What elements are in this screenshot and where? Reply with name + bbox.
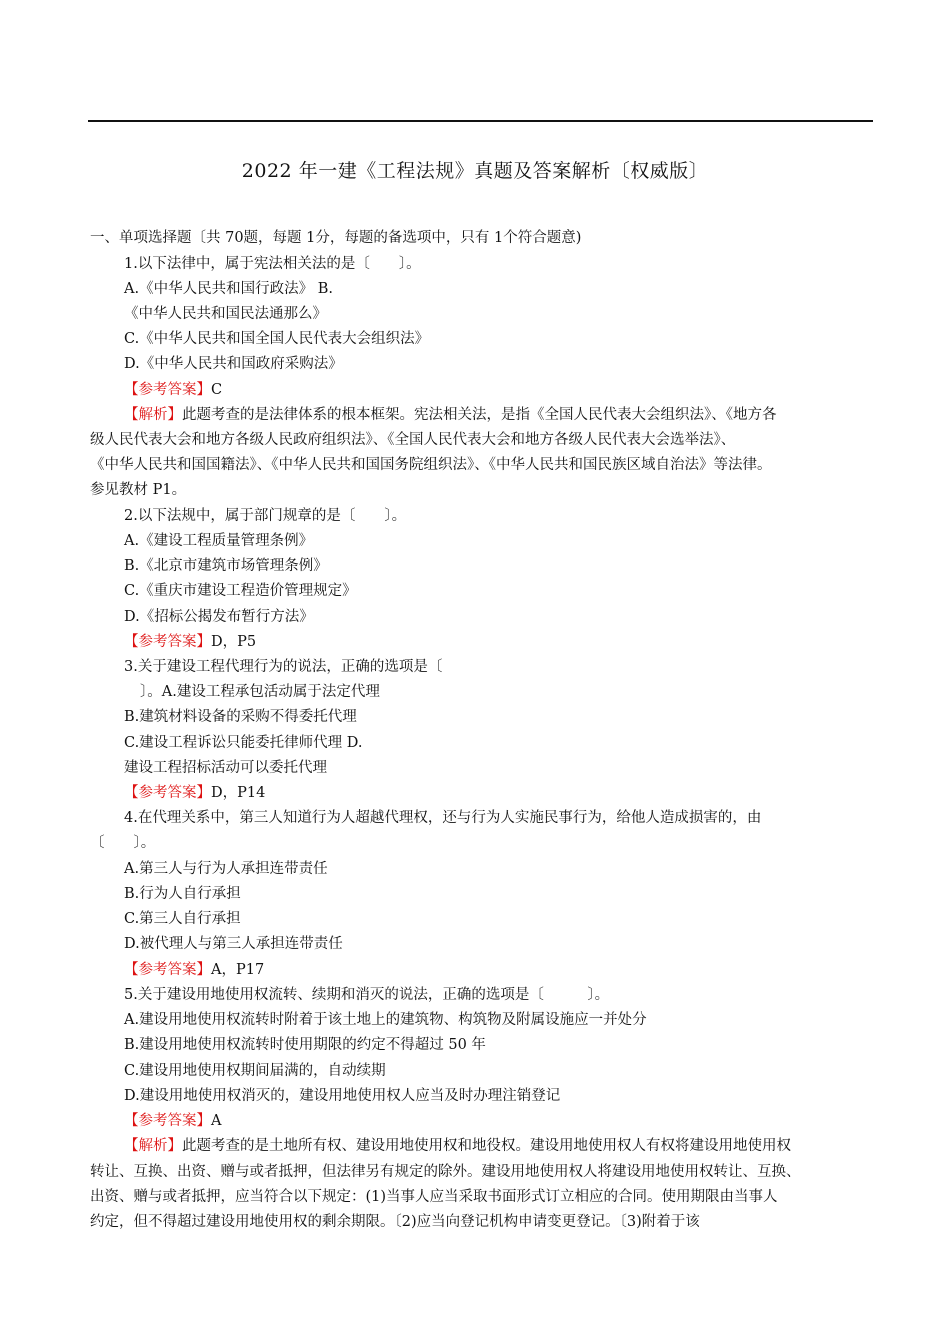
q1-analysis-line-3: 《中华人民共和国国籍法》、《中华人民共和国国务院组织法》、《中华人民共和国民族区域自治法》等法律。	[90, 457, 772, 473]
q1-option-b: 《中华人民共和国民法通那么》	[124, 306, 327, 322]
q4-option-b: B.行为人自行承担	[124, 886, 241, 902]
q4-option-a: A.第三人与行为人承担连带责任	[124, 861, 328, 877]
q3-stem: 3.关于建设工程代理行为的说法，正确的选项是〔	[124, 659, 443, 675]
q3-option-c: C.建设工程诉讼只能委托律师代理 D.	[124, 735, 363, 751]
analysis-label: 【解析】	[124, 1138, 182, 1154]
q4-option-c: C.第三人自行承担	[124, 911, 241, 927]
answer-label: 【参考答案】	[124, 634, 211, 650]
q3-option-b: B.建筑材料设备的采购不得委托代理	[124, 709, 357, 725]
answer-value: A	[211, 1113, 222, 1129]
q2-option-d: D.《招标公揭发布暂行方法》	[124, 609, 314, 625]
answer-value: D，P5	[211, 634, 257, 650]
q5-analysis-line-1	[124, 1136, 791, 1156]
q1-analysis-line-4: 参见教材 P1。	[90, 482, 187, 498]
q2-option-b: B.《北京市建筑市场管理条例》	[124, 558, 328, 574]
q4-stem: 4.在代理关系中，第三人知道行为人超越代理权，还与行为人实施民事行为，给他人造成损害的，由	[124, 810, 762, 826]
answer-value: D，P14	[211, 785, 266, 801]
answer-label: 【参考答案】	[124, 785, 211, 801]
q5-analysis-line-4: 约定，但不得超过建设用地使用权的剩余期限。〔2)应当向登记机构申请变更登记。〔3)附着于该	[90, 1214, 700, 1230]
analysis-label: 【解析】	[124, 407, 182, 423]
q3-stem-continued: 〕。A.建设工程承包活动属于法定代理	[140, 684, 380, 700]
answer-value: C	[211, 382, 223, 398]
answer-label: 【参考答案】	[124, 962, 211, 978]
q2-stem: 2.以下法规中，属于部门规章的是〔 〕。	[124, 508, 407, 524]
answer-label: 【参考答案】	[124, 382, 211, 398]
q1-analysis-line-1	[124, 405, 777, 425]
q5-option-c: C.建设用地使用权期间届满的，自动续期	[124, 1063, 386, 1079]
q4-stem-continued: 〔 〕。	[90, 835, 156, 851]
q2-option-a: A.《建设工程质量管理条例》	[124, 533, 314, 549]
q5-answer	[124, 1111, 221, 1131]
analysis-text: 此题考查的是法律体系的根本框架。宪法相关法，是指《全国人民代表大会组织法》、《地方各	[182, 407, 777, 423]
q5-analysis-line-3: 出资、赠与或者抵押，应当符合以下规定：(1)当事人应当采取书面形式订立相应的合同。使用期限由当事人	[90, 1189, 778, 1205]
q1-option-d: D.《中华人民共和国政府采购法》	[124, 356, 343, 372]
section-heading: 一、单项选择题〔共 70题，每题 1分，每题的备选项中，只有 1个符合题意)	[90, 230, 582, 246]
q2-option-c: C.《重庆市建设工程造价管理规定》	[124, 583, 357, 599]
q5-stem: 5.关于建设用地使用权流转、续期和消灭的说法，正确的选项是〔 〕。	[124, 987, 610, 1003]
document-title: 2022 年一建《工程法规》真题及答案解析〔权威版〕	[241, 160, 709, 182]
q5-analysis-line-2: 转让、互换、出资、赠与或者抵押，但法律另有规定的除外。建设用地使用权人将建设用地使用权转让、互换、	[90, 1164, 801, 1180]
answer-value: A，P17	[211, 962, 265, 978]
q3-option-d: 建设工程招标活动可以委托代理	[124, 760, 327, 776]
q1-option-c: C.《中华人民共和国全国人民代表大会组织法》	[124, 331, 430, 347]
q5-option-b: B.建设用地使用权流转时使用期限的约定不得超过 50 年	[124, 1037, 486, 1053]
q4-answer	[124, 960, 264, 980]
q3-answer	[124, 783, 265, 803]
q5-option-a: A.建设用地使用权流转时附着于该土地上的建筑物、构筑物及附属设施应一并处分	[124, 1012, 647, 1028]
q1-option-a: A.《中华人民共和国行政法》 B.	[124, 281, 333, 297]
q5-option-d: D.建设用地使用权消灭的，建设用地使用权人应当及时办理注销登记	[124, 1088, 561, 1104]
top-rule	[88, 120, 873, 122]
q1-answer	[124, 380, 222, 400]
q4-option-d: D.被代理人与第三人承担连带责任	[124, 936, 343, 952]
q2-answer	[124, 632, 256, 652]
q1-stem: 1.以下法律中，属于宪法相关法的是〔 〕。	[124, 256, 421, 272]
analysis-text: 此题考查的是土地所有权、建设用地使用权和地役权。建设用地使用权人有权将建设用地使用权	[182, 1138, 791, 1154]
q1-analysis-line-2: 级人民代表大会和地方各级人民政府组织法》、《全国人民代表大会和地方各级人民代表大会选举法》、	[90, 432, 736, 448]
answer-label: 【参考答案】	[124, 1113, 211, 1129]
